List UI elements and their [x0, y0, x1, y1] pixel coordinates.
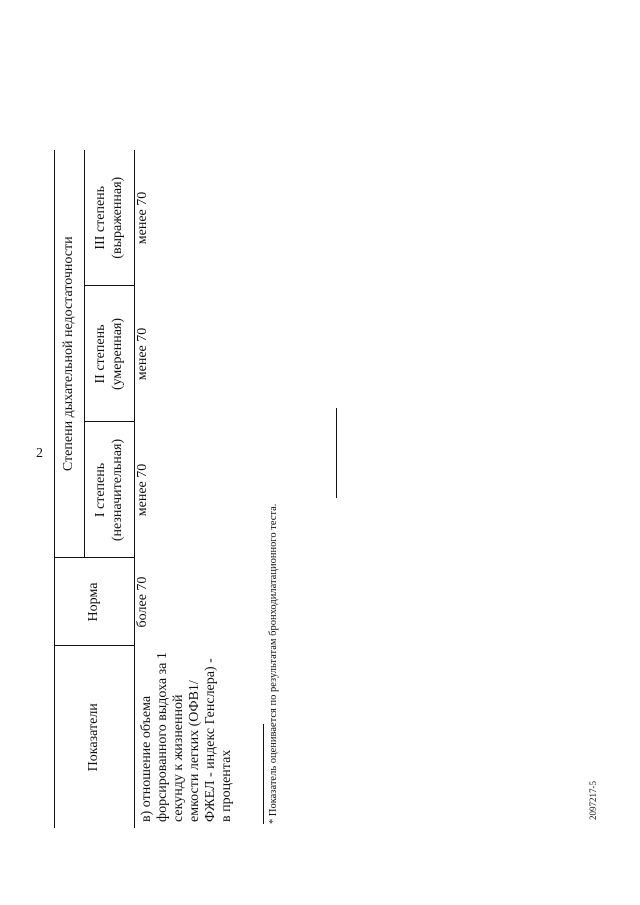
header-degree-2: II степень (умеренная): [85, 286, 135, 422]
respiratory-failure-table: [54, 150, 245, 828]
document-code: 2097217-5: [588, 781, 598, 820]
row-degree-2: менее 70: [135, 327, 150, 381]
separator-line: [336, 408, 337, 498]
header-degree-1: I степень (незначительная): [85, 422, 135, 558]
header-degrees: Степени дыхательной недостаточности: [55, 150, 85, 558]
header-indicators: Показатели: [55, 646, 135, 828]
page-number: 2: [36, 446, 43, 461]
row-norm: более 70: [135, 576, 150, 628]
footnote-rule: [263, 724, 264, 824]
header-norm: Норма: [55, 558, 135, 646]
header-degree-3: III степень (выраженная): [85, 150, 135, 286]
row-indicator: в) отношение объема форсированного выдоха за 1 секунду к жизненной емкости легких (ОФВ1/ФЖЕЛ - индекс Генслера) - в процентах: [139, 652, 235, 822]
rotated-page-content: [54, 68, 290, 828]
row-degree-1: менее 70: [135, 463, 150, 517]
row-degree-3: менее 70: [135, 191, 150, 245]
footnote: * Показатель оценивается по результатам бронходилатационного теста.: [268, 503, 279, 824]
